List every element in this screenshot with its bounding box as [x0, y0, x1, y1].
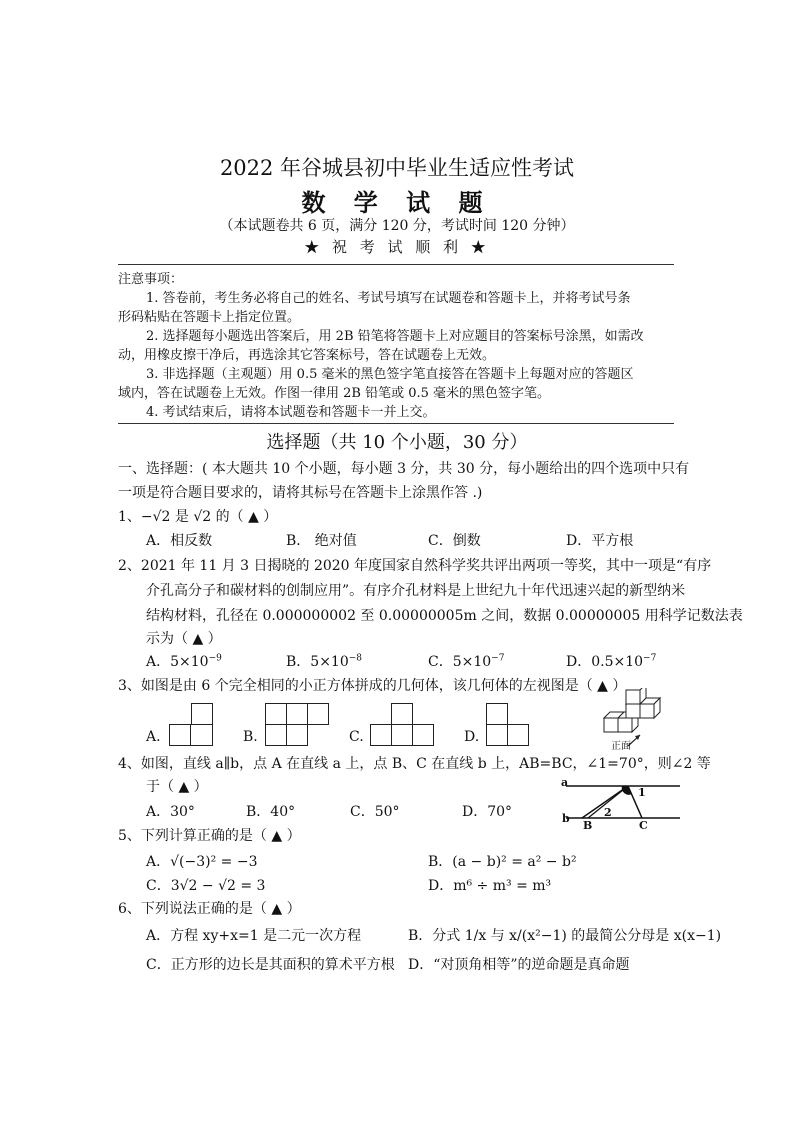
q5-option-c: C．3√2 − √2 = 3 [146, 878, 266, 894]
q2-line-1: 2、2021 年 11 月 3 日揭晓的 2020 年度国家自然科学奖共评出两项一等奖，其中一项是“有序 [118, 558, 712, 574]
q3-option-b-label: B. [243, 729, 258, 745]
q4-option-a: A．30° [146, 804, 195, 820]
q3-option-c-label: C. [349, 729, 364, 745]
q5-option-d: D．m⁶ ÷ m³ = m³ [428, 878, 552, 894]
note-3a: 3. 非选择题（主观题）用 0.5 毫米的黑色签字笔直接答在答题卡上每题对应的答题区 [146, 367, 634, 382]
parallel-lines-figure [558, 776, 682, 834]
note-2a: 2. 选择题每小题选出答案后，用 2B 铅笔将答题卡上对应题目的答案标号涂黑，如需改 [146, 329, 644, 344]
q2-option-b: B．$5\times 10^{-8}$ [286, 653, 363, 670]
q4-line-1: 4、如图，直线 a∥b，点 A 在直线 a 上，点 B、C 在直线 b 上，AB=BC，∠1=70°，则∠2 等 [118, 756, 711, 772]
blessing: ★ 祝 考 试 顺 利 ★ [304, 238, 490, 256]
q4-option-d: D．70° [462, 804, 513, 820]
q3-stem: 3、如图是由 6 个完全相同的小正方体拼成的几何体，该几何体的左视图是（ ▲ ） [118, 678, 627, 694]
q1-option-b: B． 绝对值 [286, 533, 357, 549]
q2-option-d: D．$0.5\times 10^{-7}$ [566, 653, 657, 670]
divider [118, 423, 674, 424]
q6-stem: 6、下列说法正确的是（ ▲ ） [118, 901, 301, 917]
point-c-label: C [639, 819, 648, 832]
subject-title: 数 学 试 题 [301, 188, 493, 217]
q5-option-a: A．√(−3)² = −3 [146, 854, 258, 870]
note-3b: 域内，答在试题卷上无效。作图一律用 2B 铅笔或 0.5 毫米的黑色签字笔。 [118, 386, 551, 401]
q2-option-a: A．$5\times 10^{-9}$ [146, 653, 222, 670]
section-intro-2: 一项是符合题目要求的，请将其标号在答题卡上涂黑作答 .) [118, 485, 483, 501]
q6-option-c: C．正方形的边长是其面积的算术平方根 [146, 957, 395, 973]
q1-option-c: C．倒数 [428, 533, 481, 549]
angle-1-label: 1 [638, 786, 646, 799]
q4-option-b: B．40° [246, 804, 296, 820]
note-2b: 动，用橡皮擦干净后，再选涂其它答案标号，答在试题卷上无效。 [118, 348, 496, 363]
q1-option-d: D．平方根 [566, 533, 634, 549]
exam-info: （本试题卷共 6 页，满分 120 分，考试时间 120 分钟） [219, 218, 575, 234]
q6-option-d: D．“对顶角相等”的逆命题是真命题 [408, 957, 630, 973]
section-intro-1: 一、选择题：( 本大题共 10 个小题，每小题 3 分，共 30 分，每小题给出的四个选项中只有 [118, 461, 690, 477]
q6-option-a: A．方程 xy+x=1 是二元一次方程 [146, 928, 362, 944]
q2-line-2: 介孔高分子和碳材料的创制应用”。有序介孔材料是上世纪九十年代迅速兴起的新型纳米 [146, 583, 686, 599]
angle-2-label: 2 [604, 806, 612, 819]
q1-option-a: A．相反数 [146, 533, 213, 549]
q3-option-d-label: D. [464, 729, 480, 745]
q2-line-3: 结构材料，孔径在 0.000000002 至 0.00000005m 之间，数据 0.00000005 用科学记数法表 [146, 608, 743, 624]
note-4: 4. 考试结束后，请将本试题卷和答题卡一并上交。 [146, 405, 436, 420]
notes-heading: 注意事项： [118, 272, 184, 287]
section-title: 选择题（共 10 个小题，30 分） [266, 432, 528, 453]
front-view-label: 正面 [611, 741, 631, 752]
divider [118, 264, 674, 265]
q4-line-2: 于（ ▲ ） [146, 779, 208, 795]
q5-stem: 5、下列计算正确的是（ ▲ ） [118, 828, 301, 844]
q2-line-4: 示为（ ▲ ） [146, 631, 222, 647]
point-b-label: B [583, 819, 593, 832]
q4-option-c: C．50° [350, 804, 400, 820]
exam-title: 2022 年谷城县初中毕业生适应性考试 [219, 156, 575, 180]
q2-option-c: C．$5\times 10^{-7}$ [428, 653, 505, 670]
q3-option-a-label: A. [146, 729, 161, 745]
line-a-label: a [561, 776, 569, 789]
line-b-label: b [562, 812, 570, 825]
q1-stem: 1、−√2 是 √2 的（ ▲ ） [118, 509, 278, 525]
q5-option-b: B．(a − b)² = a² − b² [428, 854, 577, 870]
note-1a: 1. 答卷前，考生务必将自己的姓名、考试号填写在试题卷和答题卡上，并将考试号条 [146, 291, 631, 306]
q6-option-b: B．分式 1/x 与 x/(x²−1) 的最简公分母是 x(x−1) [408, 928, 722, 944]
note-1b: 形码粘贴在答题卡上指定位置。 [118, 310, 301, 325]
cube-stack-figure [598, 688, 666, 750]
